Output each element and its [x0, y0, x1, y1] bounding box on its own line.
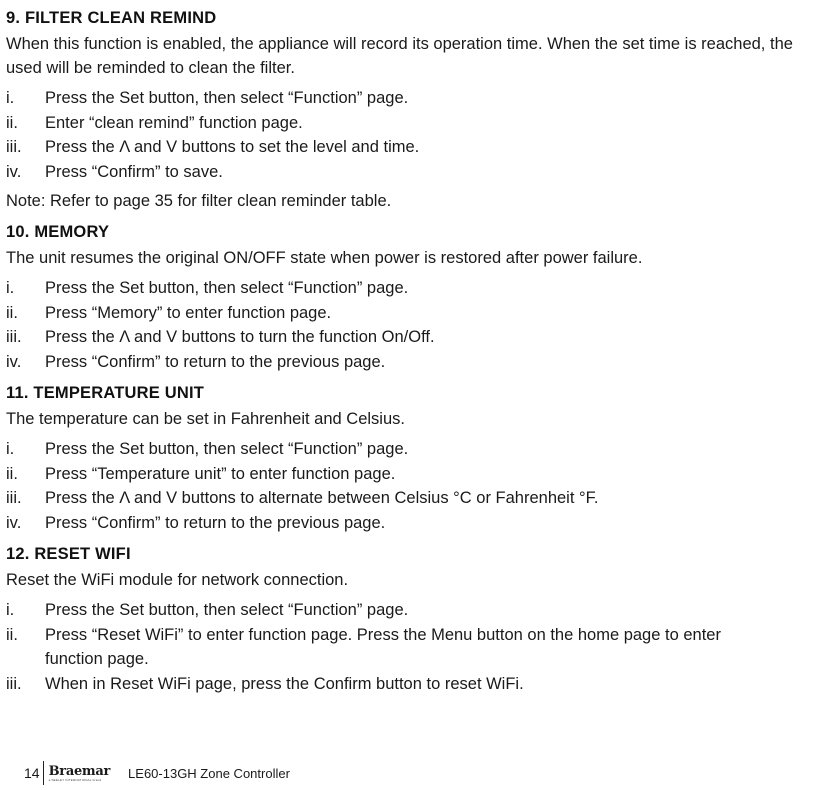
step-text: When in Reset WiFi page, press the Confirm button to reset WiFi.	[45, 674, 524, 693]
step-item	[6, 276, 826, 301]
section-intro: When this function is enabled, the appliance will record its operation time. When the set time is reached, the used will be reminded to clean the filter.	[6, 35, 793, 77]
step-number: i.	[6, 601, 15, 619]
step-number: i.	[6, 89, 15, 107]
step-item	[6, 462, 826, 487]
section-note: Note: Refer to page 35 for filter clean reminder table.	[6, 192, 392, 210]
step-number: i.	[6, 279, 15, 297]
page-footer	[24, 760, 290, 786]
page-number: 14	[24, 765, 40, 781]
section-intro: The temperature can be set in Fahrenheit and Celsius.	[6, 410, 405, 428]
section-heading: 11. TEMPERATURE UNIT	[6, 384, 205, 402]
step-item	[6, 325, 826, 350]
step-number: iii.	[6, 489, 22, 507]
step-text: Press the Set button, then select “Function” page.	[45, 440, 409, 458]
step-list	[6, 437, 826, 535]
step-item	[6, 511, 826, 536]
manual-page	[6, 8, 826, 705]
step-text: Press the Λ and V buttons to set the level and time.	[45, 138, 420, 156]
step-item	[6, 111, 826, 136]
step-item	[6, 623, 826, 672]
step-item	[6, 437, 826, 462]
section-memory	[6, 222, 826, 374]
step-text: Press the Set button, then select “Function” page.	[45, 279, 409, 297]
braemar-logo	[49, 765, 110, 782]
step-item	[6, 486, 826, 511]
step-number: iv.	[6, 513, 22, 532]
step-text: Press “Reset WiFi” to enter function page. Press the Menu button on the home page to enter function page.	[45, 625, 721, 668]
step-number: iv.	[6, 352, 22, 371]
step-number: ii.	[6, 625, 18, 644]
section-intro: Reset the WiFi module for network connection.	[6, 571, 349, 589]
step-text: Press “Confirm” to save.	[45, 162, 223, 181]
step-item	[6, 135, 826, 160]
logo-wordmark: Braemar	[48, 763, 111, 779]
step-item	[6, 160, 826, 185]
step-text: Press “Temperature unit” to enter function page.	[45, 464, 396, 483]
step-number: ii.	[6, 113, 18, 132]
step-text: Press “Confirm” to return to the previous page.	[45, 513, 386, 532]
section-reset-wifi	[6, 544, 826, 696]
model-name: LE60-13GH Zone Controller	[128, 765, 290, 781]
step-list	[6, 276, 826, 374]
step-item	[6, 672, 826, 697]
step-number: ii.	[6, 464, 18, 483]
section-heading: 12. RESET WIFI	[6, 545, 131, 563]
logo-tagline: a SEELEY INTERNATIONAL brand	[48, 777, 102, 782]
section-heading: 10. MEMORY	[6, 223, 110, 241]
step-text: Press the Set button, then select “Function” page.	[45, 89, 409, 107]
step-number: iii.	[6, 138, 22, 156]
step-list	[6, 598, 826, 696]
step-text: Press “Confirm” to return to the previous page.	[45, 352, 386, 371]
step-number: iii.	[6, 328, 22, 346]
step-item	[6, 86, 826, 111]
footer-divider	[43, 761, 44, 785]
section-temperature-unit	[6, 383, 826, 535]
section-intro: The unit resumes the original ON/OFF state when power is restored after power failure.	[6, 249, 643, 267]
step-text: Press the Λ and V buttons to alternate between Celsius °C or Fahrenheit °F.	[45, 489, 599, 507]
step-text: Press the Λ and V buttons to turn the function On/Off.	[45, 328, 435, 346]
step-number: ii.	[6, 303, 18, 322]
step-text: Enter “clean remind” function page.	[45, 113, 303, 132]
step-number: i.	[6, 440, 15, 458]
step-number: iv.	[6, 162, 22, 181]
step-item	[6, 350, 826, 375]
step-text: Press the Set button, then select “Function” page.	[45, 601, 409, 619]
section-heading: 9. FILTER CLEAN REMIND	[6, 9, 217, 27]
section-filter-clean-remind	[6, 8, 826, 213]
step-text: Press “Memory” to enter function page.	[45, 303, 332, 322]
step-number: iii.	[6, 674, 22, 693]
step-item	[6, 301, 826, 326]
step-list	[6, 86, 826, 184]
step-item	[6, 598, 826, 623]
